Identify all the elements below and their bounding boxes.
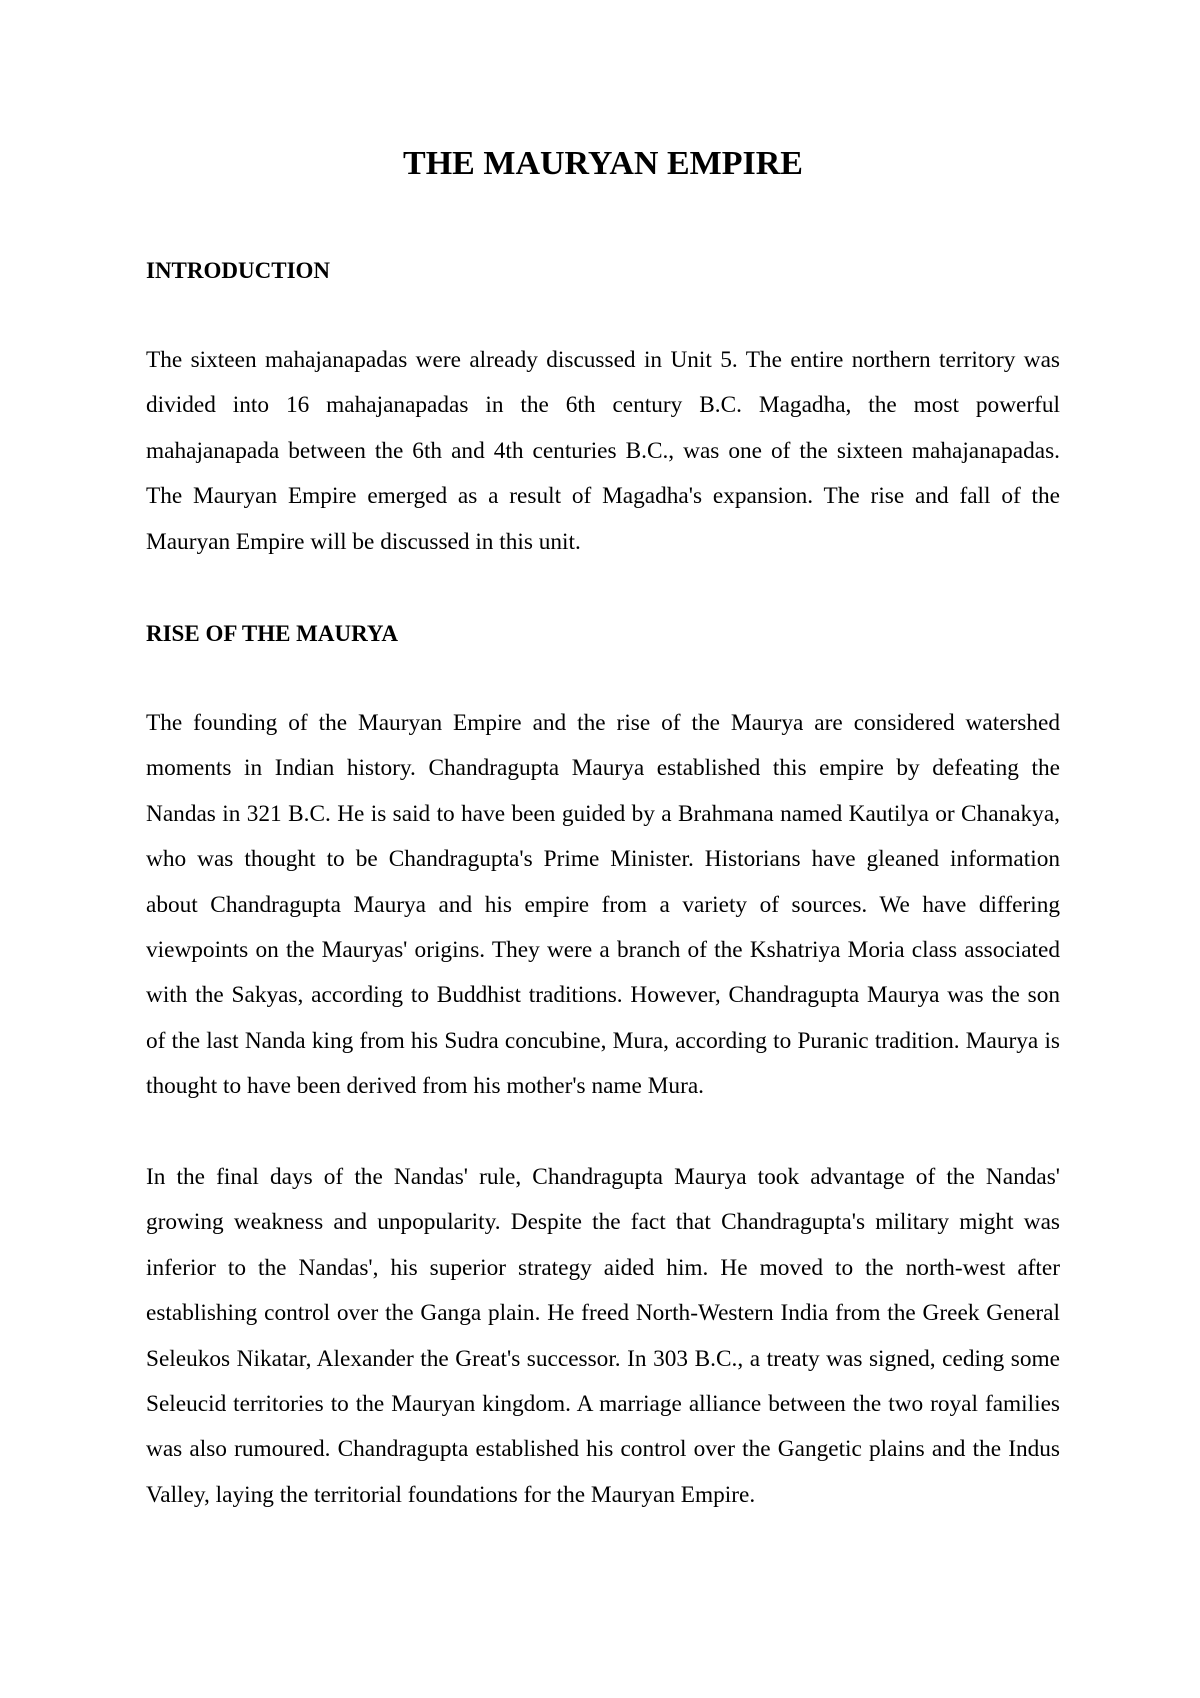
section-heading-rise-of-the-maurya: RISE OF THE MAURYA: [146, 621, 399, 646]
section-heading-introduction: INTRODUCTION: [146, 258, 331, 283]
rise-paragraph-1: The founding of the Mauryan Empire and the rise of the Maurya are considered watershed moments in Indian history. Chandragupta Maurya established this empire by defeating the Nandas in 321 B.C. He is said to have been guided by a Brahmana named Kautilya or Chanakya, who was thought to be Chandragupta's Prime Minister. Historians have gleaned information about Chandragupta Maurya and his empire from a variety of sources. We have differing viewpoints on the Mauryas' origins. They were a branch of the Kshatriya Moria class associated with the Sakyas, according to Buddhist traditions. However, Chandragupta Maurya was the son of the last Nanda king from his Sudra concubine, Mura, according to Puranic tradition. Maurya is thought to have been derived from his mother's name Mura.: [146, 710, 1060, 1100]
rise-paragraph-2: In the final days of the Nandas' rule, Chandragupta Maurya took advantage of the Nandas' growing weakness and unpopularity. Despite the fact that Chandragupta's military might was inferior to the Nandas', his superior strategy aided him. He moved to the north-west after establishing control over the Ganga plain. He freed North-Western India from the Greek General Seleukos Nikatar, Alexander the Great's successor. In 303 B.C., a treaty was signed, ceding some Seleucid territories to the Mauryan kingdom. A marriage alliance between the two royal families was also rumoured. Chandragupta established his control over the Gangetic plains and the Indus Valley, laying the territorial foundations for the Mauryan Empire.: [146, 1164, 1060, 1508]
page-title: THE MAURYAN EMPIRE: [403, 145, 803, 182]
introduction-paragraph: The sixteen mahajanapadas were already discussed in Unit 5. The entire northern territory was divided into 16 mahajanapadas in the 6th century B.C. Magadha, the most powerful mahajanapada between the 6th and 4th centuries B.C., was one of the sixteen mahajanapadas. The Mauryan Empire emerged as a result of Magadha's expansion. The rise and fall of the Mauryan Empire will be discussed in this unit.: [146, 347, 1060, 555]
